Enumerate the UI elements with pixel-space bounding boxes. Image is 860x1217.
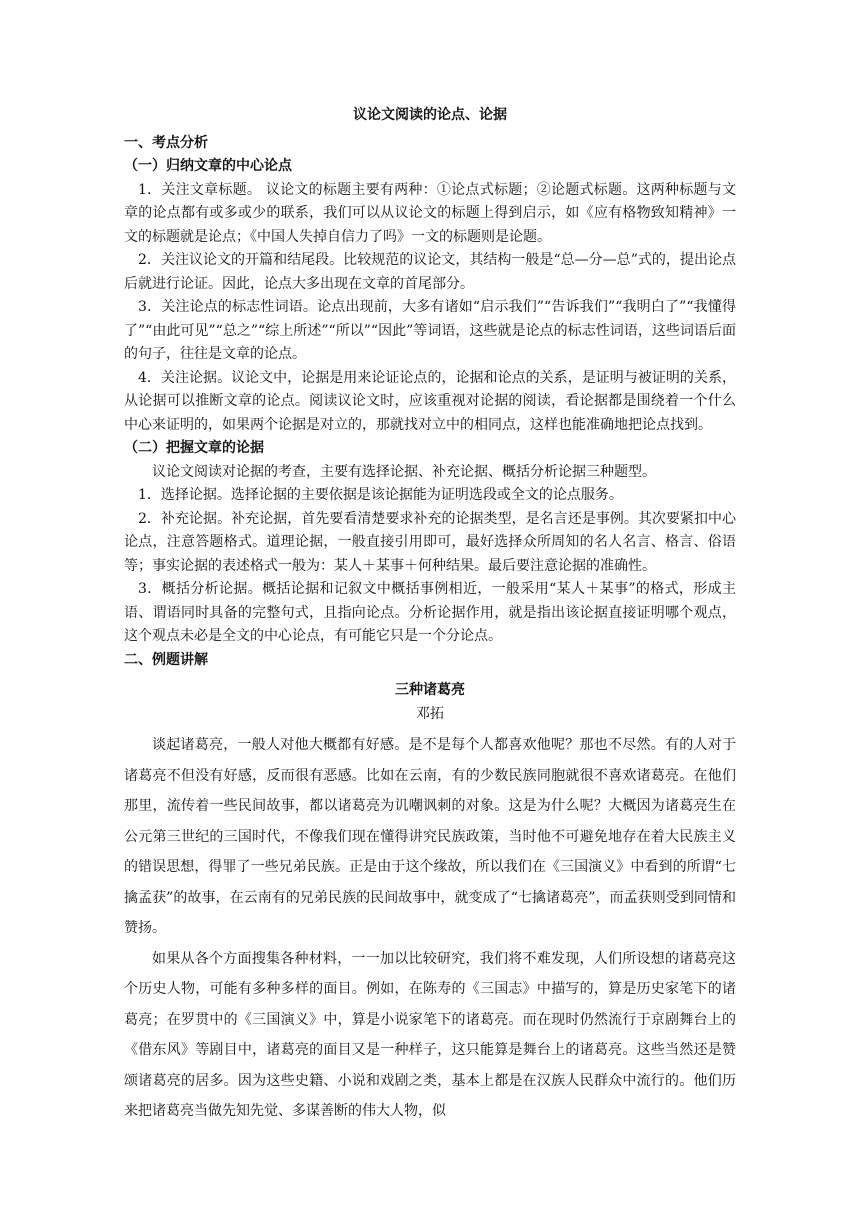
example-article: [124, 679, 736, 1127]
paragraph: 议论文阅读对论据的考查，主要有选择论据、补充论据、概括分析论据三种题型。: [152, 463, 656, 480]
paragraph: 1．关注文章标题。 议论文的标题主要有两种：①论点式标题；②论题式标题。这两种标题与文章的论点都有或多或少的联系，我们可以从议论文的标题上得到启示，如《应有格物致知精神》一文的标题就是论点；《中国人失掉自信力了吗》一文的标题则是论题。: [124, 181, 736, 245]
subsection-heading-evidence: （二）把握文章的论据: [124, 440, 264, 456]
article-title: 三种诸葛亮: [395, 682, 465, 698]
paragraph: 2．补充论据。补充论据，首先要看清楚要求补充的论据类型，是名言还是事例。其次要紧扣中心论点，注意答题格式。道理论据，一般直接引用即可，最好选择众所周知的名人名言、格言、俗语等；事实论据的表述格式一般为：某人＋某事＋何种结果。最后要注意论据的准确性。: [124, 510, 736, 574]
section-heading-examples: 二、例题讲解: [124, 651, 208, 668]
paragraph: 4．关注论据。议论文中，论据是用来论证论点的，论据和论点的关系，是证明与被证明的关系，从论据可以推断文章的论点。阅读议论文时，应该重视对论据的阅读，看论据都是围绕着一个什么中心来证明的，如果两个论据是对立的，那就找对立中的相同点，这样也能准确地把论点找到。: [124, 369, 736, 433]
paragraph: 3．概括分析论据。概括论据和记叙文中概括事例相近，一般采用“某人＋某事”的格式，形成主语、谓语同时具备的完整句式，且指向论点。分析论据作用，就是指出该论据直接证明哪个观点，这个观点未必是全文的中心论点，有可能它只是一个分论点。: [124, 581, 736, 644]
document-content: [124, 104, 736, 1127]
document-title: 议论文阅读的论点、论据: [353, 107, 507, 123]
article-author: 邓拓: [416, 705, 444, 722]
subsection-heading-central-argument: （一）归纳文章的中心论点: [124, 158, 292, 174]
article-paragraph: 如果从各个方面搜集各种材料，一一加以比较研究，我们将不难发现，人们所设想的诸葛亮这个历史人物，可能有多种多样的面目。例如，在陈寿的《三国志》中描写的，算是历史家笔下的诸葛亮；在罗贯中的《三国演义》中，算是小说家笔下的诸葛亮。而在现时仍然流行于京剧舞台上的《借东风》等剧目中，诸葛亮的面目又是一种样子，这只能算是舞台上的诸葛亮。这些当然还是赞颂诸葛亮的居多。因为这些史籍、小说和戏剧之类，基本上都是在汉族人民群众中流行的。他们历来把诸葛亮当做先知先觉、多谋善断的伟大人物，似: [124, 950, 736, 1119]
article-paragraph: 谈起诸葛亮，一般人对他大概都有好感。是不是每个人都喜欢他呢？那也不尽然。有的人对于诸葛亮不但没有好感，反而很有恶感。比如在云南，有的少数民族同胞就很不喜欢诸葛亮。在他们那里，流传着一些民间故事，都以诸葛亮为讥嘲讽刺的对象。这是为什么呢？大概因为诸葛亮生在公元第三世纪的三国时代，不像我们现在懂得讲究民族政策，当时他不可避免地存在着大民族主义的错误思想，得罪了一些兄弟民族。正是由于这个缘故，所以我们在《三国演义》中看到的所谓“七擒孟获”的故事，在云南有的兄弟民族的民间故事中，就变成了“七擒诸葛亮”，而孟获则受到同情和赞扬。: [124, 737, 736, 936]
paragraph: 1．选择论据。选择论据的主要依据是该论据能为证明选段或全文的论点服务。: [138, 487, 623, 503]
paragraph: 3．关注论点的标志性词语。论点出现前，大多有诸如“启示我们”“告诉我们”“我明白了”“我懂得了”“由此可见”“总之”“综上所述”“所以”“因此”等词语，这些就是论点的标志性词语，这些词语后面的句子，往往是文章的论点。: [124, 299, 736, 362]
section-heading-analysis: 一、考点分析: [124, 134, 208, 151]
paragraph: 2．关注议论文的开篇和结尾段。比较规范的议论文，其结构一般是“总—分—总”式的，提出论点后就进行论证。因此，论点大多出现在文章的首尾部分。: [124, 252, 736, 292]
